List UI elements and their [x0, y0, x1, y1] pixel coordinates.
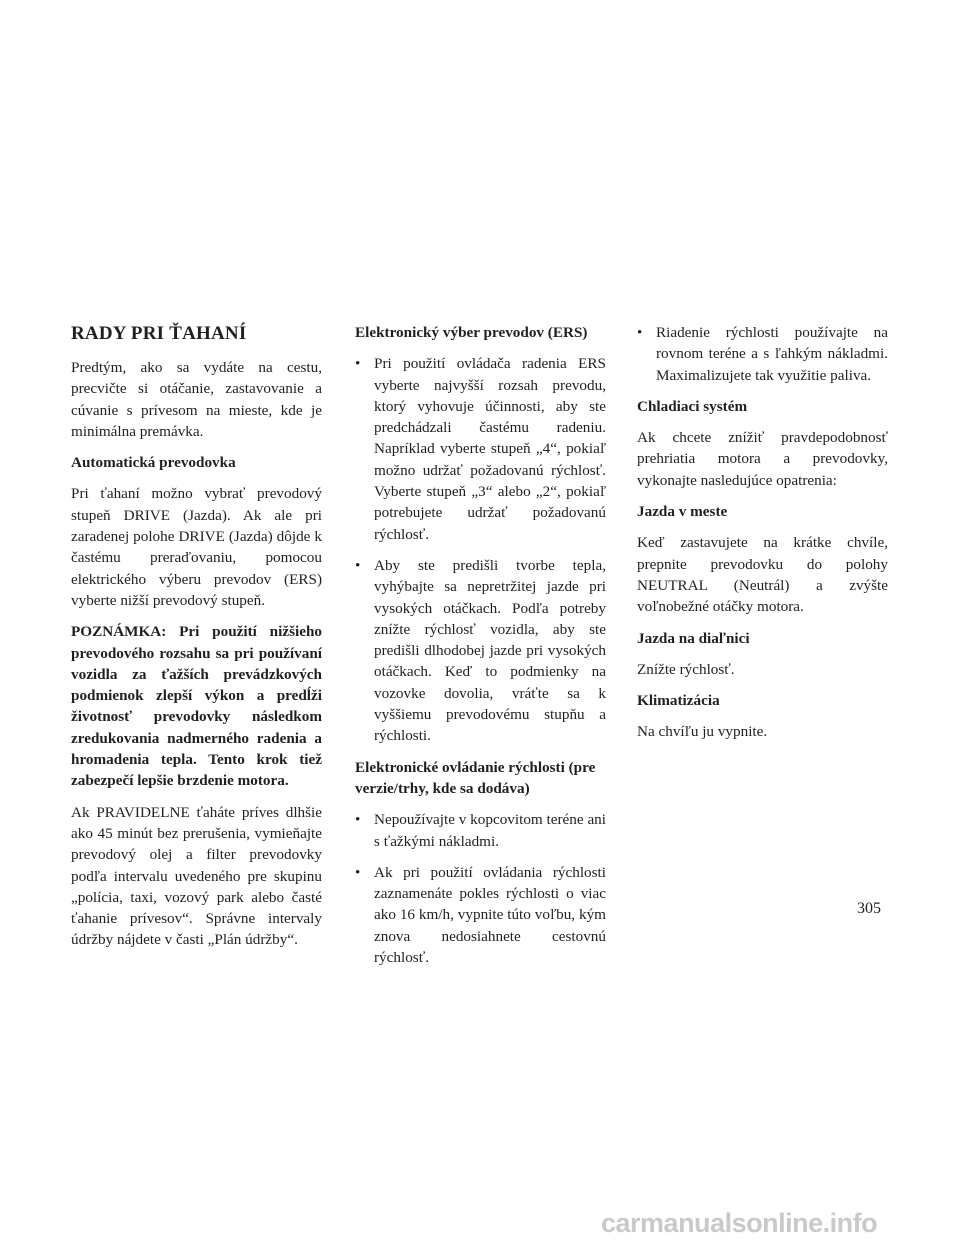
list-item: [355, 353, 606, 545]
list-item: [637, 322, 888, 386]
air-conditioning-text: Na chvíľu ju vypnite.: [637, 723, 768, 741]
heading-air-conditioning: Klimatizácia: [637, 692, 720, 710]
heading-speed-control: Elektronické ovládanie rýchlosti (pre verzie/trhy, kde sa dodáva): [355, 758, 596, 797]
city-driving-text: Keď zastavujete na krátke chvíle, prepnite prevodovku do polohy NEUTRAL (Neutrál) a zvýšte voľnobežné otáčky motora.: [637, 534, 888, 616]
list-item: [355, 862, 606, 968]
list-item-text: Aby ste predišli tvorbe tepla, vyhýbajte sa nepretržitej jazde pri vysokých otáčkach. Podľa potreby znížte rýchlosť vozidla, aby ste predišli dlhodobej jazde pri vysokých otáčkach. Keď to podmienky na vozovke dovolia, vráťte sa k vyššiemu prevodovému stupňu a rýchlosti.: [374, 556, 606, 745]
bullet-icon: •: [637, 324, 643, 341]
highway-driving-text: Znížte rýchlosť.: [637, 660, 735, 678]
page-title: RADY PRI ŤAHANÍ: [71, 323, 247, 344]
list-item-text: Nepoužívajte v kopcovitom teréne ani s ťažkými nákladmi.: [374, 811, 606, 850]
bullet-icon: •: [355, 355, 361, 373]
heading-ers: Elektronický výber prevodov (ERS): [355, 324, 588, 341]
column-3: [637, 322, 888, 753]
watermark: carmanualsonline.info: [601, 1208, 878, 1238]
bullet-icon: •: [355, 556, 361, 574]
column-2: [355, 322, 606, 978]
note-paragraph: POZNÁMKA: Pri použití nižšieho prevodového rozsahu sa pri používaní vozidla za ťažších prevádzkových podmienok zlepší výkon a predĺži životnosť prevodovky následkom zredukovania nadmerného radenia a hromadenia tepla. Tento krok tiež zabezpečí lepšie brzdenie motora.: [71, 623, 322, 790]
heading-highway-driving: Jazda na diaľnici: [637, 629, 750, 647]
list-item-text: Pri použití ovládača radenia ERS vyberte najvyšší rozsah prevodu, ktorý vyhovuje účinnosti, aby ste predchádzali častému radeniu. Napríklad vyberte stupeň „4“, pokiaľ možno udržať požadovanú rýchlosť. Vyberte stupeň „3“ alebo „2“, pokiaľ potrebujete udržať požadovanú rýchlosť.: [374, 355, 606, 543]
intro-paragraph: Predtým, ako sa vydáte na cestu, precvičte si otáčanie, zastavovanie a cúvanie s prívesom na mieste, kde je minimálna premávka.: [71, 359, 322, 440]
list-item: [355, 555, 606, 747]
cooling-text: Ak chcete znížiť pravdepodobnosť prehriatia motora a prevodovky, vykonajte nasledujúce opatrenia:: [637, 429, 888, 489]
list-item-text: Riadenie rýchlosti používajte na rovnom teréne a s ľahkým nákladmi. Maximalizujete tak využitie paliva.: [656, 324, 888, 384]
heading-city-driving: Jazda v meste: [637, 503, 728, 521]
speed-control-list: [355, 809, 606, 968]
list-item: [355, 809, 606, 852]
speed-control-list-continued: [637, 322, 888, 386]
regular-towing-paragraph: Ak PRAVIDELNE ťaháte príves dlhšie ako 45 minút bez prerušenia, vymieňajte prevodový olej a filter prevodovky podľa intervalu uvedeného pre skupinu „polícia, taxi, vozový park alebo časté ťahanie prívesov“. Správne intervaly údržby nájdete v časti „Plán údržby“.: [71, 803, 322, 949]
ers-list: [355, 353, 606, 746]
page-number: 305: [857, 900, 881, 917]
automatic-transmission-text: Pri ťahaní možno vybrať prevodový stupeň DRIVE (Jazda). Ak ale pri zaradenej polohe DRIVE (Jazda) dôjde k častému preraďovaniu, pomocou elektrického výberu prevodov (ERS) vyberte nižší prevodový stupeň.: [71, 485, 322, 609]
bullet-icon: •: [355, 811, 361, 829]
column-1: [71, 322, 322, 961]
bullet-icon: •: [355, 863, 361, 881]
heading-automatic-transmission: Automatická prevodovka: [71, 454, 236, 472]
heading-cooling-system: Chladiaci systém: [637, 397, 748, 415]
list-item-text: Ak pri použití ovládania rýchlosti zaznamenáte pokles rýchlosti o viac ako 16 km/h, vypnite túto voľbu, kým znova nedosiahnete cestovnú rýchlosť.: [374, 863, 606, 967]
